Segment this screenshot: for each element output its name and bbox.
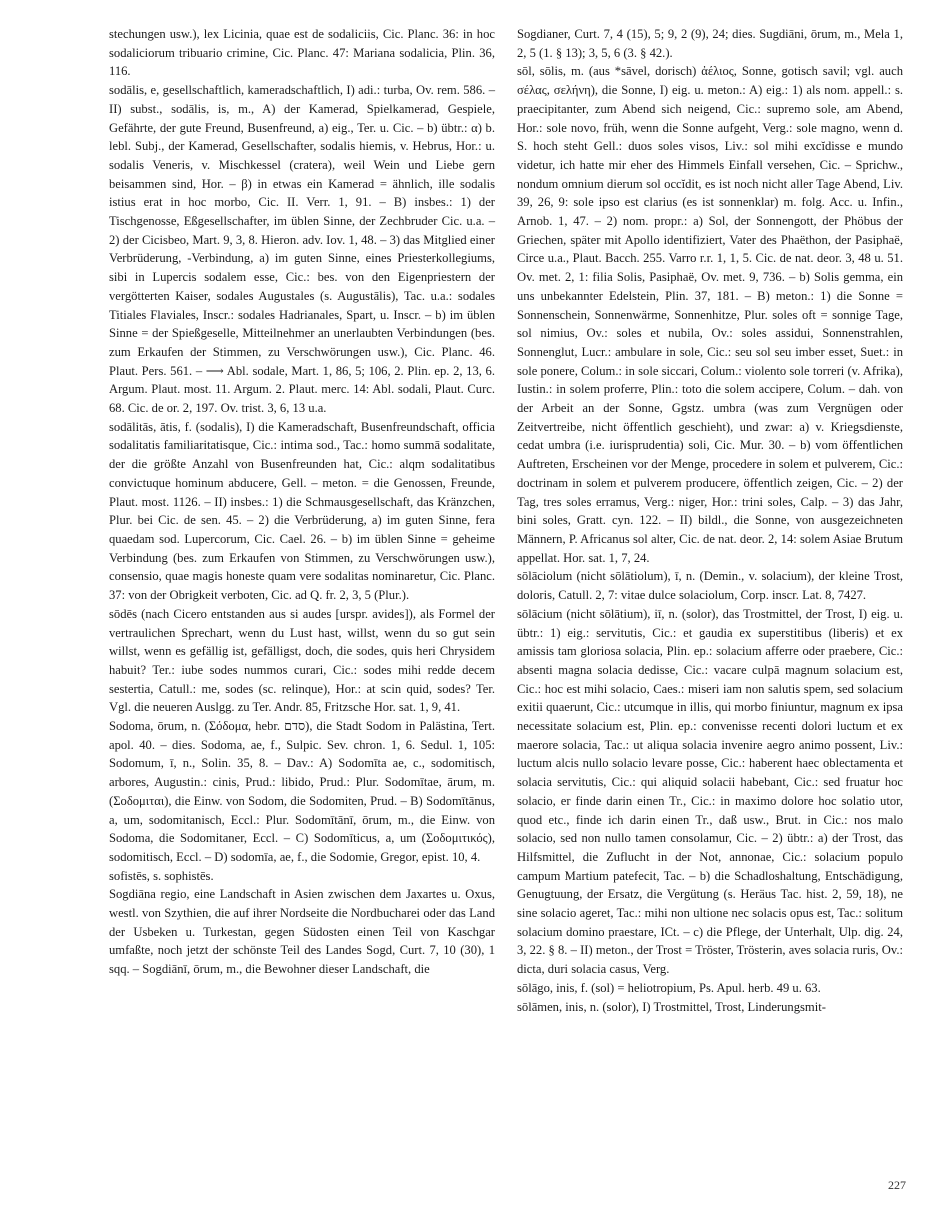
entry-sol: sōl, sōlis, m. (aus *sāvel, dorisch) ἀέλιος, Sonne, gotisch savil; vgl. auch σέλας, σελήνη), die Sonne, I) eig. u. meton.: A) eig.: 1) als nom. appell.: s. praecipitanter, zum Abend sich neigend, Cic.: supremo sole, am Abend, Hor.: sole novo, früh, wenn die Sonne aufgeht, Verg.: sole magno, wenn d. S. hoch steht Gell.: duos soles visos, Liv.: sol mihi excĭdisse e mundo videtur, ich hatte mir eher des Himmels Einfall versehen, Cic. – Sprichw., nondum omnium dierum sol occĭdit, es ist noch nicht aller Tage Abend, Liv. 39, 26, 9: sole ipso est clarius (es ist sonnenklar) m. folg. Acc. u. Infin., Arnob. 1, 47. – 2) nom. propr.: a) Sol, der Sonnengott, der Phöbus der Griechen, später mit Apollo identifiziert, Vater des Phaëthon, der Pasiphaë, Circe u.a., Plaut. Bacch. 255. Varro r.r. 1, 1, 5. Cic. de nat. deor. 3, 48 u. 51. Ov. met. 2, 1: filia Solis, Pasiphaë, Ov. met. 9, 736. – b) Solis gemma, ein uns unbekannter Edelstein, Plin. 37, 181. – B) meton.: 1) die Sonne = Sonnenschein, Sonnenwärme, Sonnenhitze, Plur. soles oft = sonnige Tage, sol nimius, Ov.: soles et nubila, Ov.: soles assidui, Sonnenstrahlen, Sonnenglut, Lucr.: ambulare in sole, Cic.: seu sol seu imber esset, Suet.: in sole ponere, Colum.: in sole siccari, Colum.: violento sole torreri (v. Afrika), Iustin.: in solem proferre, Plin.: toto die solem accipere, Colum. – dah. von der Arbeit an der Sonne, Ggstz. umbra (was zum Vergnügen oder Zeitvertreibe, nicht öffentlich geschieht), und zwar: a) v. Kriegsdienste, cedat umbra (i.e. iurisprudentia) soli, Cic. Mur. 30. – b) vom öffentlichen Auftreten, Erscheinen vor der Menge, procedere in solem et pulverem, Cic.: doctrinam in solem et pulverem producere, öffentlich zeigen, Cic. – 2) der Tag, tres soles erramus, Verg.: niger, Hor.: trini soles, Calp. – 3) das Jahr, bini soles, Gratt. cyn. 122. – II) bildl., die Sonne, von ausgezeichneten Männern, P. Africanus sol alter, Cic. de nat. deor. 2, 14: solem Asiae Brutum appellat. Hor. sat. 1, 7, 24.	[517, 64, 903, 565]
entry-solacium: sōlācium (nicht sōlātium), iī, n. (solor), das Trostmittel, der Trost, I) eig. u. übtr.: 1) eig.: servitutis, Cic.: et gaudia ex superstitibus (liberis) et ex amissis tam gloriosa solacia, Plin. ep.: solacium afferre oder praebere, Cic.: absenti magna solacia dedisse, Cic.: vacare culpā magnum solacium est, Cic.: hoc est mihi solacio, Caes.: miseri iam non salutis spem, sed solacium exitii quaerunt, Cic.: utcumque in illis, qui morbo finiuntur, magnum ex ipsa necessitate solacium est, Plin. ep.: convenisse recenti dolori luctum et ex maerore solacia, Tac.: ut aliqua solacia invenire aegro animo possent, Liv.: luctum alcis nullo solacio levare posse, Cic.: haberent haec oblectamenta et solacia servitutis, Cic.: qui aliquid solacii habebant, Cic.: sed fruatur hoc solacio, er finde darin einen Tr., Cic.: in maximo dolore hoc solatio utor, quod etc., finde ich darin einen Tr., daß usw., Brut. in Cic.: nos malo solacio, sed non nullo tamen consolamur, Cic. – 2) übtr.: a) der Trost, das Hilfsmittel, die Zuflucht in der Not, annonae, Cic.: solacium populo campum Martium patefecit, Tac. – b) die Schadloshaltung, Entschädigung, Genugtuung, der Ersatz, die Vergütung (s. Heräus Tac. hist. 2, 59, 18), ne sine solacio ageret, Tac.: mihi non ultione nec solacis opus est, Tac.: solitum solacium domino praestare, ICt. – c) die Pflege, der Unterhalt, Ulp. dig. 24, 3, 22. § 8. – II) meton., der Trost = Tröster, Trösterin, aves solacia ruris, Ov.: dicta, duri solacia casus, Verg.	[517, 606, 903, 977]
entry-sogdiana: Sogdiāna regio, eine Landschaft in Asien zwischen dem Jaxartes u. Oxus, westl. von Szythien, die auf ihrer Nordseite die Nordbucharei oder das Land der Usbeken u. Turkestan, gegen Südosten einen Teil von Kaschgar umfaßte, noch jetzt der schönste Teil des Landes Sogd, Curt. 7, 10 (30), 1 sqq. – Sogdiānī, ōrum, m., die Bewohner dieser Landschaft, die	[109, 887, 495, 977]
entry-solago: sōlāgo, inis, f. (sol) = heliotropium, Ps. Apul. herb. 49 u. 63.	[517, 980, 821, 995]
entry-sogdianer: Sogdianer, Curt. 7, 4 (15), 5; 9, 2 (9), 24; dies. Sugdiāni, ōrum, m., Mela 1, 2, 5 (1. § 13); 3, 5, 6 (3. § 42.).	[517, 27, 903, 60]
entry-sodalis: sodālis, e, gesellschaftlich, kameradschaftlich, I) adi.: turba, Ov. rem. 586. – II) subst., sodālis, is, m., A) der Kamerad, Spielkamerad, Gespiele, Gefährte, der gute Freund, Busenfreund, a) eig., Ter. u. Cic. – b) übtr.: α) b. lebl. Subj., der Kamerad, Gesellschafter, sodalis hiemis, v. Hebrus, Hor.: u. sodalis Veneris, v. Mischkessel (cratera), weil Wein und Liebe gern beisammen sind, Hor. – β) in etwas ein Kamerad = ähnlich, ille sodalis istius erat in hoc morbo, Cic. II. Verr. 1, 91. – B) insbes.: 1) der Tischgenosse, Eßgesellschafter, im üblen Sinne, der Zechbruder Cic. u.a. – 2) der Cicisbeo, Mart. 9, 3, 8. Hieron. adv. Iov. 1, 48. – 3) das Mitglied einer Verbrüderung, -Verbindung, a) im guten Sinne, eines Priesterkollegiums, sibi in Lupercis sodalem esse, Cic.: bes. von den Eigenpriestern der vergötterten Kaiser, sodales Augustales (s. Augustālis), Tac. u.a.: sodales Titiales Flaviales, Inscr.: sodales Hadrianales, Spart, u. Inscr. – b) im üblen Sinne = der Spießgeselle, Mitteilnehmer an unerlaubten Verbindungen (bes. zum Erkaufen der Stimmen, zu Verschwörungen usw.), Cic. Planc. 46. Plaut. Pers. 561. – ⟶ Abl. sodale, Mart. 1, 86, 5; 106, 2. Plin. ep. 2, 13, 6. Argum. Plaut. most. 11. Argum. 2. Plaut. merc. 14: Abl. sodali, Plaut. Curc. 68. Cic. de or. 2, 197. Ov. trist. 3, 6, 13 u.a.	[109, 83, 495, 416]
page-number: 227	[888, 1178, 906, 1192]
entry-solaciolum: sōlāciolum (nicht sōlātiolum), ī, n. (Demin., v. solacium), der kleine Trost, doloris, Catull. 2, 7: vitae dulce solaciolum, Corp. inscr. Lat. 8, 7427.	[517, 569, 903, 603]
left-column	[109, 25, 495, 979]
entry-sofistes: sofistēs, s. sophistēs.	[109, 868, 214, 883]
entry-stechungen: stechungen usw.), lex Licinia, quae est de sodaliciis, Cic. Planc. 36: in hoc sodaliciorum tribuario crimine, Cic. Planc. 47: Mariana sodalicia, Plin. 36, 116.	[109, 27, 495, 79]
right-column	[517, 25, 903, 1016]
entry-sodalitas: sodālitās, ātis, f. (sodalis), I) die Kameradschaft, Busenfreundschaft, officia sodalitatis familiaritatisque, Cic.: intima sod., Tac.: homo summā sodalitate, der die größte Anzahl von Busenfreunden hat, Cic.: alqm sodalitatibus convictuque hominum abducere, Gell. – meton. = die Genossen, Freunde, Plaut. most. 1126. – II) insbes.: 1) die Schmausgesellschaft, das Kränzchen, Plur. bei Cic. de sen. 45. – 2) die Verbrüderung, a) im guten Sinne, fera quaedam sod. Lupercorum, Cic. Cael. 26. – b) im üblen Sinne = geheime Verbindung (bes. zum Erkaufen von Stimmen, zu Verschwörungen usw.), consensio, quae magis honeste quam vere sodalitas nominaretur, Cic. Planc. 37: von der Obrigkeit verboten, Cic. ad Q. fr. 2, 3, 5 (Plur.).	[109, 419, 495, 603]
entry-sodes: sōdēs (nach Cicero entstanden aus si audes [urspr. avides]), als Formel der vertraulichen Sprechart, wenn du Lust hast, willst, wenn du so gut sein willst, wenn es gefällig ist, gefälligst, doch, die sodes, quis heri Chrysidem habuit? Ter.: iube sodes nummos curari, Cic.: sodes mihi redde decem sestertia, Catull.: me, sodes (sc. relinque), Hor.: at scin quid, sodes? Ter. Vgl. die neueren Auslgg. zu Ter. Andr. 85, Fritzsche Hor. sat. 1, 9, 41.	[109, 606, 495, 715]
entry-solamen: sōlāmen, inis, n. (solor), I) Trostmittel, Trost, Linderungsmit-	[517, 999, 826, 1014]
entry-sodoma: Sodoma, ōrum, n. (Σόδομα, hebr. סדם), die Stadt Sodom in Palästina, Tert. apol. 40. – dies. Sodoma, ae, f., Sulpic. Sev. chron. 1, 6. Sedul. 1, 105: Sodomum, ī, n., Solin. 35, 8. – Dav.: A) Sodomīta ae, c., sodomitisch, arbores, Augustin.: cinis, Prud.: libido, Prud.: Plur. Sodomītae, ārum, m. (Σοδομιται), die Einw. von Sodom, die Sodomiten, Prud. – B) Sodomītānus, a, um, sodomitanisch, Eccl.: Plur. Sodomītānī, ōrum, m., die Einw. von Sodoma, die Sodomitaner, Eccl. – C) Sodomīticus, a, um (Σοδομιτικός), sodomitisch, Eccl. – D) sodomīa, ae, f., die Sodomie, Gregor, epist. 10, 4.	[109, 719, 495, 864]
